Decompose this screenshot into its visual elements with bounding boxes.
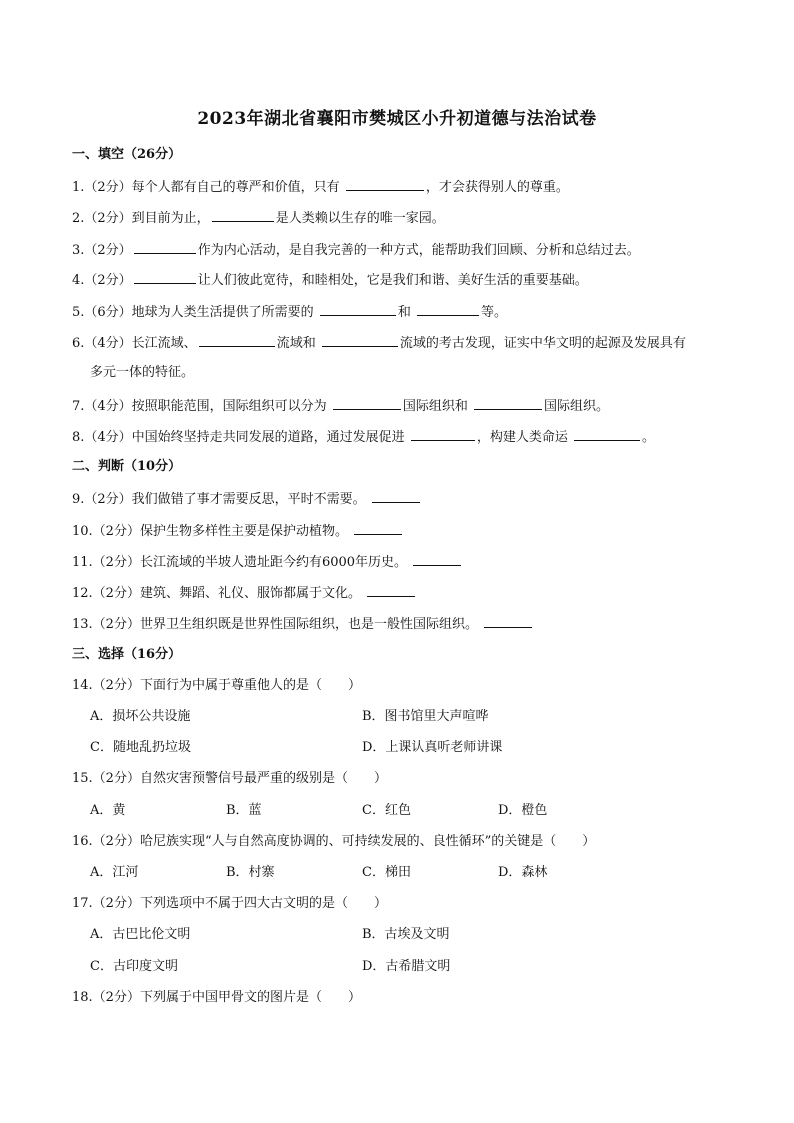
question-14: 14.（2分）下面行为中属于尊重他人的是（ ）: [72, 678, 361, 693]
answer-blank[interactable]: [322, 333, 398, 347]
question-7: 7.（4分）按照职能范围，国际组织可以分为 国际组织和 国际组织。: [72, 396, 609, 416]
answer-blank[interactable]: [134, 270, 196, 284]
question-3: 3.（2分） 作为内心活动，是自我完善的一种方式，能帮助我们回顾、分析和总结过去。: [72, 240, 640, 260]
question-6: 6.（4分）长江流域、 流域和 流域的考古发现，证实中华文明的起源及发展具有: [72, 333, 686, 353]
answer-blank[interactable]: [413, 552, 461, 566]
question-11: 11.（2分）长江流域的半坡人遗址距今约有6000年历史。: [72, 552, 463, 572]
answer-blank[interactable]: [199, 333, 275, 347]
answer-blank[interactable]: [212, 208, 274, 222]
question-4: 4.（2分） 让人们彼此宽待，和睦相处，它是我们和谐、美好生活的重要基础。: [72, 270, 588, 290]
answer-blank[interactable]: [333, 396, 401, 410]
answer-blank[interactable]: [417, 302, 479, 316]
option-c[interactable]: C．古印度文明: [90, 959, 178, 974]
answer-blank[interactable]: [134, 240, 196, 254]
section-fill-blank: 一、填空（26分）: [72, 147, 182, 162]
option-a[interactable]: A．古巴比伦文明: [90, 927, 191, 942]
answer-blank[interactable]: [346, 177, 424, 191]
answer-blank[interactable]: [367, 583, 415, 597]
option-c[interactable]: C．随地乱扔垃圾: [90, 740, 191, 755]
question-8: 8.（4分）中国始终坚持走共同发展的道路，通过发展促进 ，构建人类命运 。: [72, 427, 655, 447]
question-13: 13.（2分）世界卫生组织既是世界性国际组织，也是一般性国际组织。: [72, 614, 534, 634]
question-2: 2.（2分）到目前为止， 是人类赖以生存的唯一家园。: [72, 208, 445, 228]
answer-blank[interactable]: [474, 396, 542, 410]
section-multiple-choice: 三、选择（16分）: [72, 647, 182, 662]
question-15: 15.（2分）自然灾害预警信号最严重的级别是（ ）: [72, 771, 387, 786]
question-18: 18.（2分）下列属于中国甲骨文的图片是（ ）: [72, 990, 361, 1005]
option-d[interactable]: D．古希腊文明: [362, 959, 451, 974]
question-6-continued: 多元一体的特征。: [90, 365, 195, 380]
question-9: 9.（2分）我们做错了事才需要反思，平时不需要。: [72, 489, 422, 509]
answer-blank[interactable]: [354, 521, 402, 535]
answer-blank[interactable]: [574, 427, 640, 441]
option-c[interactable]: C．梯田: [362, 865, 411, 880]
option-d[interactable]: D．森林: [498, 865, 548, 880]
question-17: 17.（2分）下列选项中不属于四大古文明的是（ ）: [72, 896, 387, 911]
option-b[interactable]: B．村寨: [226, 865, 275, 880]
option-a[interactable]: A．江河: [90, 865, 139, 880]
option-a[interactable]: A．损坏公共设施: [90, 709, 191, 724]
option-c[interactable]: C．红色: [362, 803, 411, 818]
exam-title: 2023年湖北省襄阳市樊城区小升初道德与法治试卷: [197, 109, 597, 129]
option-d[interactable]: D．上课认真听老师讲课: [362, 740, 503, 755]
option-a[interactable]: A．黄: [90, 803, 126, 818]
option-d[interactable]: D．橙色: [498, 803, 548, 818]
question-16: 16.（2分）哈尼族实现“人与自然高度协调的、可持续发展的、良性循环”的关键是（ ）: [72, 834, 596, 849]
answer-blank[interactable]: [320, 302, 396, 316]
question-10: 10.（2分）保护生物多样性主要是保护动植物。: [72, 521, 404, 541]
question-12: 12.（2分）建筑、舞蹈、礼仪、服饰都属于文化。: [72, 583, 417, 603]
answer-blank[interactable]: [411, 427, 475, 441]
question-1: 1.（2分）每个人都有自己的尊严和价值，只有 ，才会获得别人的尊重。: [72, 177, 569, 197]
option-b[interactable]: B．图书馆里大声喧哗: [362, 709, 489, 724]
section-true-false: 二、判断（10分）: [72, 459, 182, 474]
option-b[interactable]: B．蓝: [226, 803, 262, 818]
answer-blank[interactable]: [372, 489, 420, 503]
answer-blank[interactable]: [484, 614, 532, 628]
question-5: 5.（6分）地球为人类生活提供了所需要的 和 等。: [72, 302, 507, 322]
option-b[interactable]: B．古埃及文明: [362, 927, 450, 942]
